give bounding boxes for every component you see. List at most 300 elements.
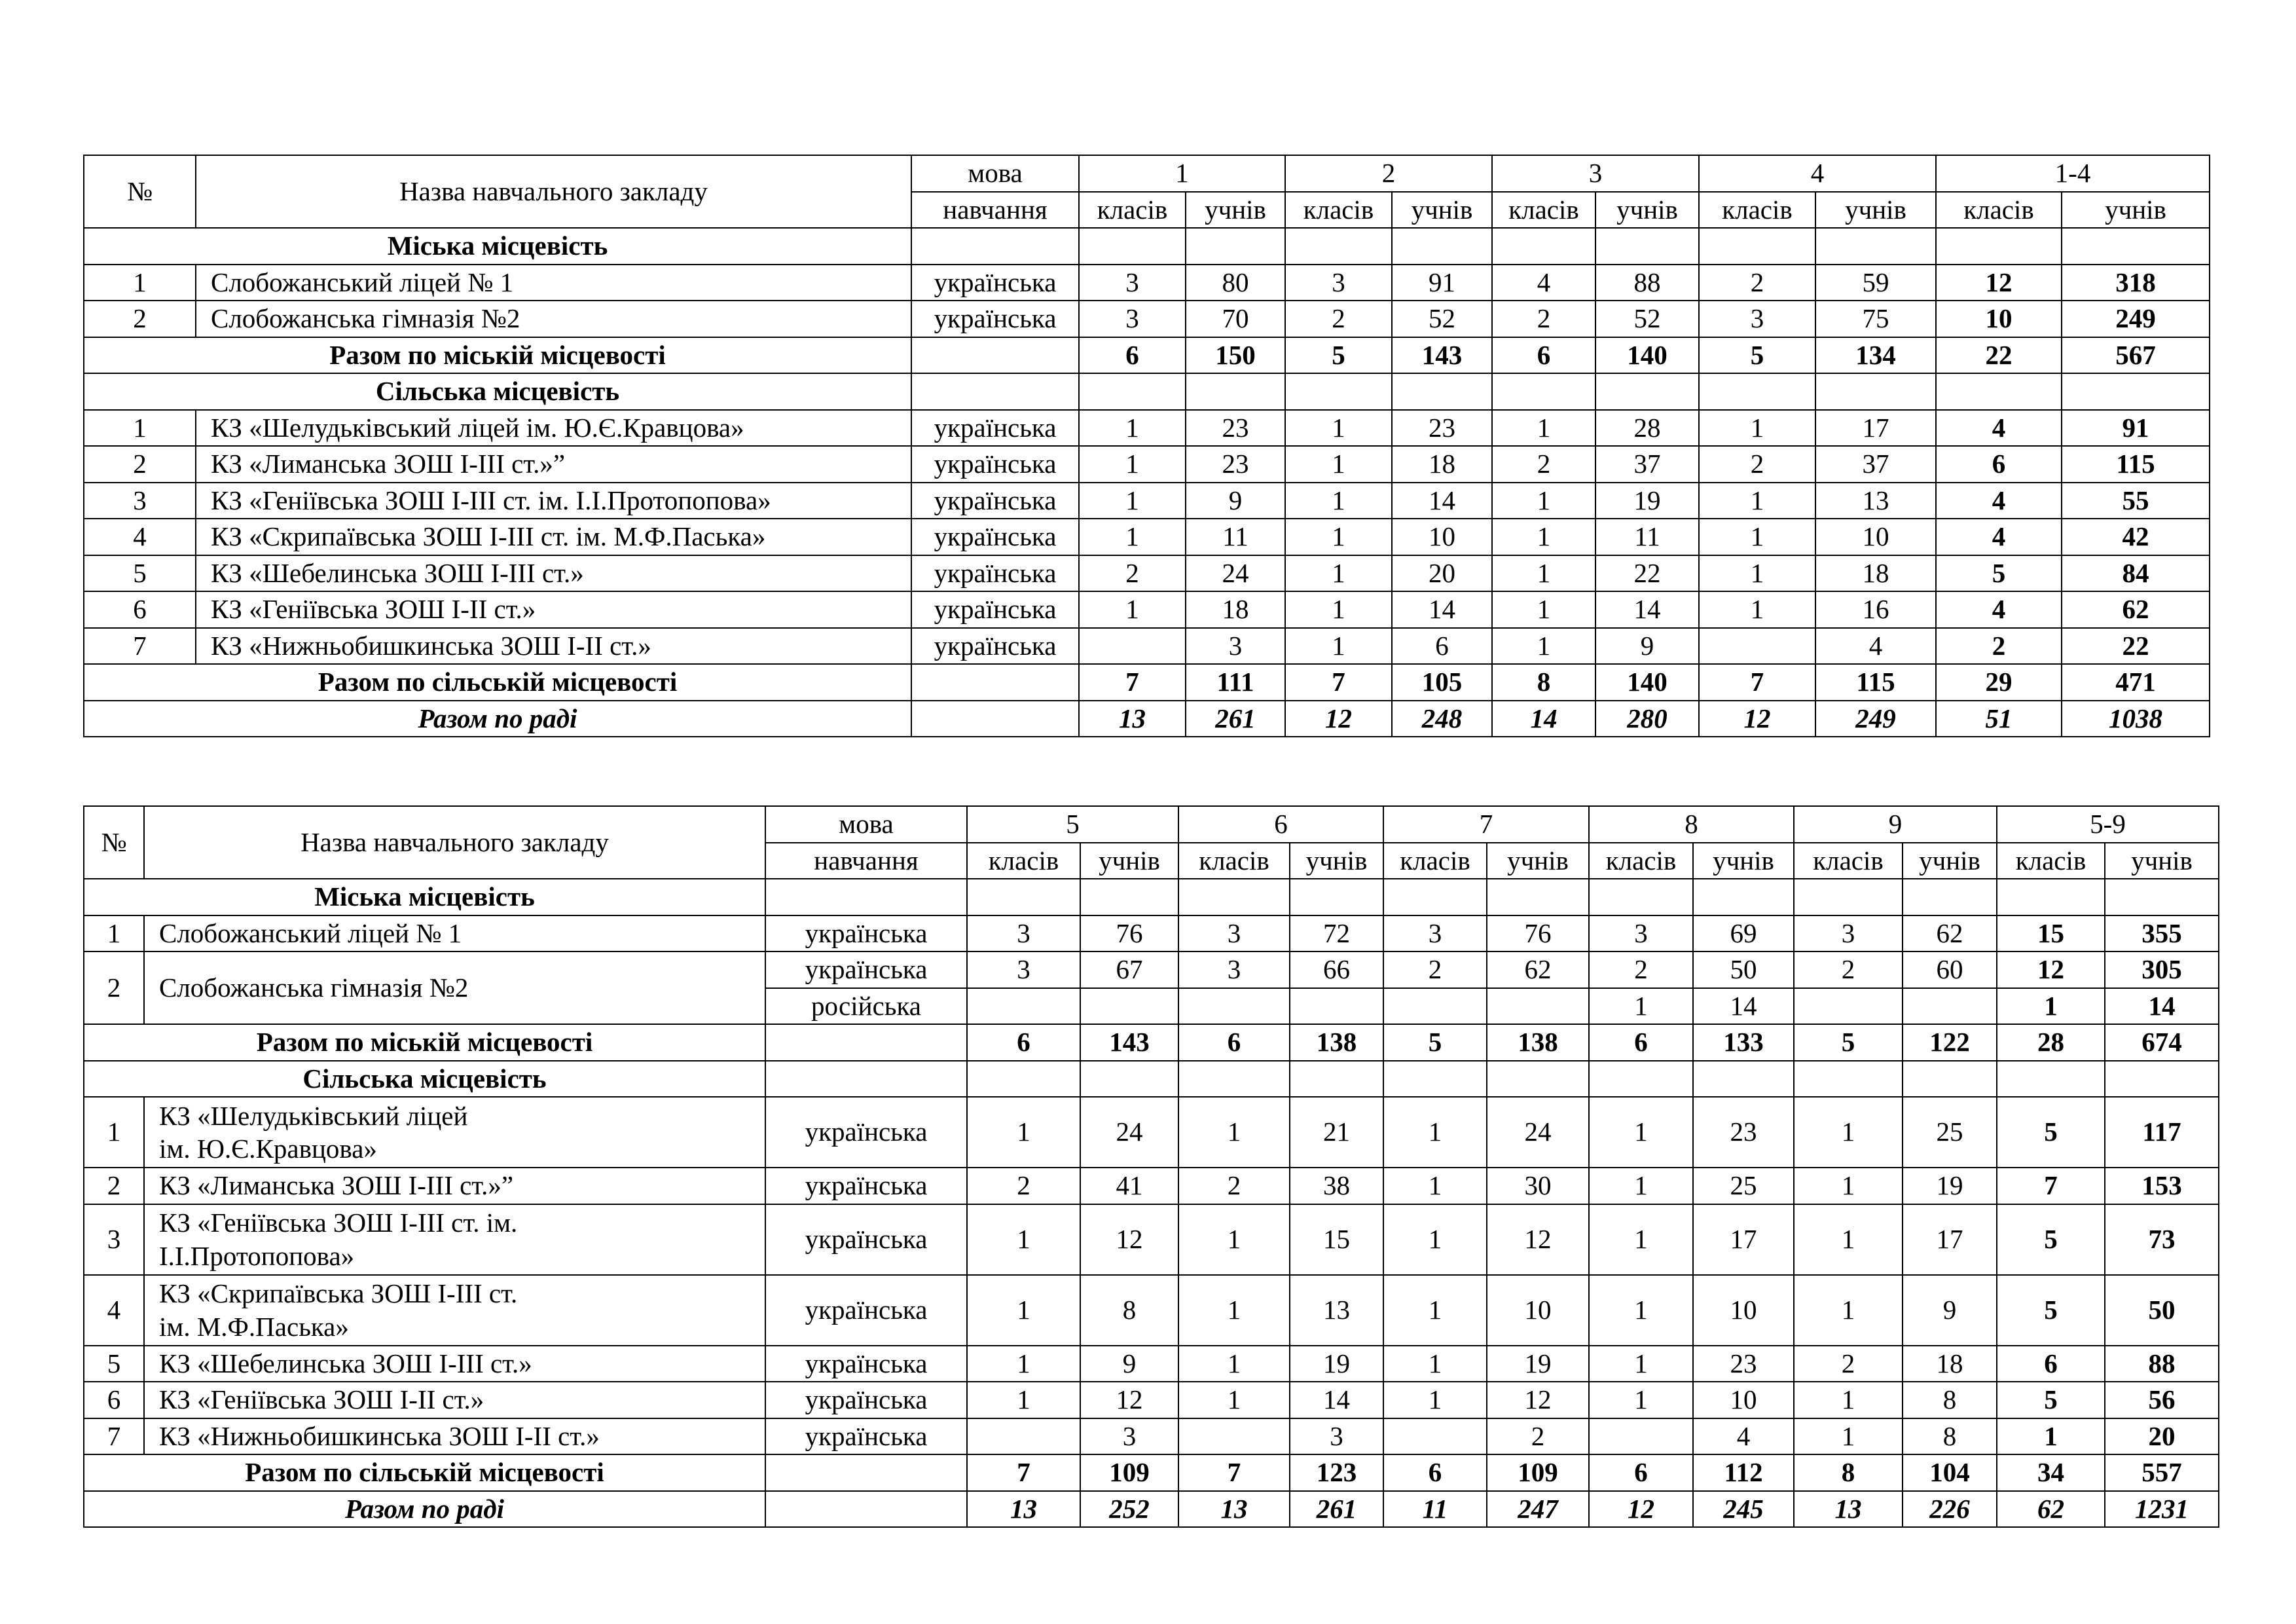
row-number: 2 <box>84 1168 144 1204</box>
subtotal-row <box>84 337 2210 374</box>
table-row <box>84 1097 2219 1168</box>
col-header-total: 5-9 <box>1997 806 2219 843</box>
table-row <box>84 446 2210 483</box>
value-cell: 1 <box>1492 410 1595 447</box>
language: українська <box>911 628 1079 665</box>
col-header-classes: класів <box>1699 192 1815 229</box>
total-cell: 471 <box>2062 664 2210 701</box>
school-name <box>144 1275 765 1346</box>
value-cell: 19 <box>1903 1168 1997 1204</box>
col-header-grade: 6 <box>1178 806 1383 843</box>
row-total-classes: 5 <box>1997 1204 2105 1275</box>
col-header-pupils: учнів <box>1186 192 1285 229</box>
value-cell: 66 <box>1290 951 1383 988</box>
value-cell: 1 <box>1383 1275 1487 1346</box>
value-cell: 52 <box>1595 301 1699 337</box>
value-cell: 1 <box>1383 1168 1487 1204</box>
row-total-classes: 4 <box>1936 483 2062 519</box>
value-cell: 1 <box>1285 591 1392 628</box>
row-number: 2 <box>84 301 196 337</box>
total-cell: 6 <box>1079 337 1186 374</box>
value-cell: 19 <box>1290 1346 1383 1382</box>
total-cell: 5 <box>1699 337 1815 374</box>
value-cell: 10 <box>1392 519 1492 555</box>
col-header-grade: 8 <box>1589 806 1794 843</box>
row-total-classes: 1 <box>1997 1418 2105 1455</box>
row-total-classes: 10 <box>1936 301 2062 337</box>
row-total-pupils: 62 <box>2062 591 2210 628</box>
value-cell: 2 <box>1178 1168 1290 1204</box>
row-number: 1 <box>84 265 196 301</box>
col-header-classes: класів <box>1997 843 2105 879</box>
grand-total-cell: 12 <box>1589 1491 1693 1528</box>
grand-total-cell: 12 <box>1699 701 1815 737</box>
value-cell: 11 <box>1186 519 1285 555</box>
value-cell: 3 <box>1699 301 1815 337</box>
value-cell: 2 <box>1487 1418 1589 1455</box>
value-cell: 76 <box>1487 915 1589 952</box>
grand-total-cell: 14 <box>1492 701 1595 737</box>
value-cell: 1 <box>1794 1382 1903 1418</box>
value-cell: 8 <box>1903 1418 1997 1455</box>
col-header-classes: класів <box>1285 192 1392 229</box>
value-cell: 4 <box>1693 1418 1794 1455</box>
value-cell: 88 <box>1595 265 1699 301</box>
value-cell: 14 <box>1595 591 1699 628</box>
school-name: Слобожанська гімназія №2 <box>144 951 765 1024</box>
table-row <box>84 1168 2219 1204</box>
row-total-pupils: 73 <box>2105 1204 2219 1275</box>
value-cell: 1 <box>1699 519 1815 555</box>
col-header-classes: класів <box>1589 843 1693 879</box>
value-cell: 18 <box>1815 555 1936 592</box>
value-cell: 10 <box>1815 519 1936 555</box>
table-row <box>84 483 2210 519</box>
value-cell: 18 <box>1186 591 1285 628</box>
value-cell: 1 <box>1383 1346 1487 1382</box>
row-total-pupils: 355 <box>2105 915 2219 952</box>
value-cell: 1 <box>967 1204 1080 1275</box>
value-cell: 1 <box>967 1346 1080 1382</box>
value-cell: 1 <box>1178 1204 1290 1275</box>
col-header-pupils: учнів <box>1080 843 1178 879</box>
table-row <box>84 1418 2219 1455</box>
value-cell: 19 <box>1487 1346 1589 1382</box>
col-header-grade: 1 <box>1079 155 1285 192</box>
language: українська <box>765 1346 967 1382</box>
col-header-classes: класів <box>1492 192 1595 229</box>
value-cell: 20 <box>1392 555 1492 592</box>
value-cell: 9 <box>1903 1275 1997 1346</box>
total-cell: 7 <box>1699 664 1815 701</box>
value-cell <box>1794 988 1903 1025</box>
school-name: КЗ «Геніївська ЗОШ І-ІІІ ст. ім. І.І.Протопопова» <box>196 483 911 519</box>
subtotal-label: Разом по сільській місцевості <box>84 1454 765 1491</box>
col-header-classes: класів <box>1383 843 1487 879</box>
value-cell: 3 <box>967 915 1080 952</box>
value-cell: 25 <box>1903 1097 1997 1168</box>
col-header-classes: класів <box>1794 843 1903 879</box>
row-number: 7 <box>84 628 196 665</box>
value-cell: 1 <box>1178 1382 1290 1418</box>
row-number: 6 <box>84 591 196 628</box>
total-cell: 6 <box>1492 337 1595 374</box>
grand-total-cell: 13 <box>1079 701 1186 737</box>
school-name: КЗ «Нижньобишкинська ЗОШ І-ІІ ст.» <box>196 628 911 665</box>
school-name-line: І.І.Протопопова» <box>159 1240 355 1271</box>
value-cell: 3 <box>1186 628 1285 665</box>
value-cell: 91 <box>1392 265 1492 301</box>
value-cell: 23 <box>1693 1097 1794 1168</box>
value-cell: 14 <box>1392 483 1492 519</box>
row-number: 3 <box>84 483 196 519</box>
value-cell: 2 <box>1492 301 1595 337</box>
section-title: Міська місцевість <box>84 228 911 265</box>
value-cell: 6 <box>1392 628 1492 665</box>
row-number: 2 <box>84 951 144 1024</box>
table-row <box>84 591 2210 628</box>
value-cell: 1 <box>967 1275 1080 1346</box>
col-header-lang: навчання <box>765 843 967 879</box>
value-cell: 70 <box>1186 301 1285 337</box>
value-cell: 2 <box>1589 951 1693 988</box>
grand-total-cell: 11 <box>1383 1491 1487 1528</box>
row-total-pupils: 117 <box>2105 1097 2219 1168</box>
grand-total-cell: 280 <box>1595 701 1699 737</box>
total-cell: 109 <box>1487 1454 1589 1491</box>
col-header-grade: 5 <box>967 806 1178 843</box>
total-cell: 5 <box>1794 1024 1903 1061</box>
grand-total-cell: 248 <box>1392 701 1492 737</box>
section-row-urban <box>84 228 2210 265</box>
total-cell: 143 <box>1080 1024 1178 1061</box>
subtotal-label: Разом по сільській місцевості <box>84 664 911 701</box>
school-name-line: КЗ «Геніївська ЗОШ І-ІІІ ст. ім. <box>159 1208 518 1238</box>
row-total-pupils: 55 <box>2062 483 2210 519</box>
value-cell <box>1699 628 1815 665</box>
value-cell <box>1383 1418 1487 1455</box>
value-cell: 1 <box>1589 1168 1693 1204</box>
total-cell: 123 <box>1290 1454 1383 1491</box>
total-cell: 115 <box>1815 664 1936 701</box>
total-cell: 134 <box>1815 337 1936 374</box>
row-total-classes: 5 <box>1997 1097 2105 1168</box>
row-total-classes: 2 <box>1936 628 2062 665</box>
value-cell: 11 <box>1595 519 1699 555</box>
school-name: КЗ «Скрипаївська ЗОШ І-ІІІ ст. ім. М.Ф.Паська» <box>196 519 911 555</box>
value-cell: 2 <box>967 1168 1080 1204</box>
value-cell: 1 <box>1492 519 1595 555</box>
col-header-lang: мова <box>911 155 1079 192</box>
subtotal-row <box>84 1024 2219 1061</box>
value-cell: 37 <box>1815 446 1936 483</box>
row-total-pupils: 20 <box>2105 1418 2219 1455</box>
value-cell: 1 <box>967 1382 1080 1418</box>
grand-total-label: Разом по раді <box>84 1491 765 1528</box>
value-cell: 17 <box>1903 1204 1997 1275</box>
value-cell: 67 <box>1080 951 1178 988</box>
school-name: КЗ «Нижньобишкинська ЗОШ І-ІІ ст.» <box>144 1418 765 1455</box>
value-cell: 22 <box>1595 555 1699 592</box>
row-total-classes: 15 <box>1997 915 2105 952</box>
school-name-line: ім. Ю.Є.Кравцова» <box>159 1134 377 1164</box>
col-header-pupils: учнів <box>1903 843 1997 879</box>
grand-total-cell: 51 <box>1936 701 2062 737</box>
col-header-total: 1-4 <box>1936 155 2210 192</box>
value-cell: 1 <box>1079 483 1186 519</box>
school-name <box>144 1097 765 1168</box>
grand-total-row <box>84 1491 2219 1528</box>
total-cell: 109 <box>1080 1454 1178 1491</box>
table-row <box>84 519 2210 555</box>
col-header-grade: 9 <box>1794 806 1997 843</box>
value-cell <box>1079 628 1186 665</box>
row-total-classes: 5 <box>1997 1382 2105 1418</box>
value-cell: 30 <box>1487 1168 1589 1204</box>
language: українська <box>765 1168 967 1204</box>
row-number: 5 <box>84 555 196 592</box>
value-cell: 23 <box>1693 1346 1794 1382</box>
grand-total-cell: 261 <box>1290 1491 1383 1528</box>
grand-total-cell: 247 <box>1487 1491 1589 1528</box>
value-cell: 75 <box>1815 301 1936 337</box>
subtotal-row <box>84 664 2210 701</box>
row-number: 4 <box>84 1275 144 1346</box>
school-name: Слобожанський ліцей № 1 <box>196 265 911 301</box>
row-total-pupils: 84 <box>2062 555 2210 592</box>
language: українська <box>765 915 967 952</box>
col-header-grade: 7 <box>1383 806 1589 843</box>
total-cell: 6 <box>1589 1024 1693 1061</box>
total-cell: 112 <box>1693 1454 1794 1491</box>
value-cell: 3 <box>1080 1418 1178 1455</box>
value-cell: 25 <box>1693 1168 1794 1204</box>
language: українська <box>765 1382 967 1418</box>
value-cell: 14 <box>1392 591 1492 628</box>
row-total-classes: 4 <box>1936 519 2062 555</box>
row-total-pupils: 50 <box>2105 1275 2219 1346</box>
value-cell: 10 <box>1487 1275 1589 1346</box>
col-header-name: Назва навчального закладу <box>144 806 765 879</box>
table-row <box>84 915 2219 952</box>
total-cell: 5 <box>1383 1024 1487 1061</box>
grand-total-cell: 226 <box>1903 1491 1997 1528</box>
value-cell: 8 <box>1903 1382 1997 1418</box>
value-cell: 1 <box>1285 410 1392 447</box>
row-number: 4 <box>84 519 196 555</box>
col-header-name: Назва навчального закладу <box>196 155 911 228</box>
language: українська <box>911 410 1079 447</box>
value-cell: 80 <box>1186 265 1285 301</box>
value-cell: 1 <box>1492 483 1595 519</box>
value-cell: 1 <box>967 1097 1080 1168</box>
value-cell: 1 <box>1285 628 1392 665</box>
value-cell: 1 <box>1794 1097 1903 1168</box>
col-header-no: № <box>84 155 196 228</box>
total-cell: 674 <box>2105 1024 2219 1061</box>
row-total-pupils: 88 <box>2105 1346 2219 1382</box>
row-total-pupils: 305 <box>2105 951 2219 988</box>
value-cell: 2 <box>1285 301 1392 337</box>
row-total-classes: 12 <box>1997 951 2105 988</box>
total-cell: 7 <box>1079 664 1186 701</box>
table-row <box>84 1382 2219 1418</box>
school-name: КЗ «Лиманська ЗОШ І-ІІІ ст.»” <box>144 1168 765 1204</box>
value-cell: 18 <box>1392 446 1492 483</box>
section-row-rural <box>84 1061 2219 1098</box>
total-cell: 133 <box>1693 1024 1794 1061</box>
value-cell: 1 <box>1079 519 1186 555</box>
row-total-pupils: 42 <box>2062 519 2210 555</box>
row-number: 1 <box>84 915 144 952</box>
total-cell: 7 <box>967 1454 1080 1491</box>
value-cell: 1 <box>1178 1275 1290 1346</box>
total-cell: 8 <box>1794 1454 1903 1491</box>
value-cell: 1 <box>1794 1168 1903 1204</box>
value-cell: 1 <box>1285 483 1392 519</box>
grand-total-cell: 245 <box>1693 1491 1794 1528</box>
header-row <box>84 155 2210 192</box>
row-total-pupils: 22 <box>2062 628 2210 665</box>
value-cell: 1 <box>1079 410 1186 447</box>
row-total-classes: 5 <box>1997 1275 2105 1346</box>
row-total-classes: 12 <box>1936 265 2062 301</box>
value-cell: 1 <box>1699 555 1815 592</box>
language: українська <box>911 591 1079 628</box>
value-cell: 1 <box>1794 1204 1903 1275</box>
language: українська <box>911 301 1079 337</box>
value-cell <box>1383 988 1487 1025</box>
language: українська <box>765 951 967 988</box>
row-total-pupils: 115 <box>2062 446 2210 483</box>
school-name: КЗ «Лиманська ЗОШ І-ІІІ ст.»” <box>196 446 911 483</box>
value-cell: 24 <box>1080 1097 1178 1168</box>
value-cell <box>967 988 1080 1025</box>
total-cell: 7 <box>1178 1454 1290 1491</box>
value-cell: 1 <box>1699 410 1815 447</box>
col-header-pupils: учнів <box>2062 192 2210 229</box>
value-cell: 3 <box>967 951 1080 988</box>
total-cell: 143 <box>1392 337 1492 374</box>
total-cell: 138 <box>1487 1024 1589 1061</box>
grand-total-cell: 1038 <box>2062 701 2210 737</box>
enrollment-table-grades-5-9 <box>83 805 2219 1528</box>
value-cell: 72 <box>1290 915 1383 952</box>
school-name-line: ім. М.Ф.Паська» <box>159 1311 349 1342</box>
value-cell: 52 <box>1392 301 1492 337</box>
value-cell: 1 <box>1079 591 1186 628</box>
value-cell: 1 <box>1492 555 1595 592</box>
value-cell: 12 <box>1487 1382 1589 1418</box>
value-cell: 2 <box>1079 555 1186 592</box>
value-cell: 3 <box>1290 1418 1383 1455</box>
row-total-classes: 6 <box>1936 446 2062 483</box>
grand-total-cell: 13 <box>967 1491 1080 1528</box>
total-cell: 140 <box>1595 664 1699 701</box>
value-cell: 1 <box>1794 1275 1903 1346</box>
table-row <box>84 1275 2219 1346</box>
col-header-classes: класів <box>967 843 1080 879</box>
total-cell: 111 <box>1186 664 1285 701</box>
value-cell: 38 <box>1290 1168 1383 1204</box>
table-row <box>84 628 2210 665</box>
value-cell: 1 <box>1492 591 1595 628</box>
total-cell: 140 <box>1595 337 1699 374</box>
grand-total-cell: 13 <box>1178 1491 1290 1528</box>
value-cell: 10 <box>1693 1382 1794 1418</box>
value-cell: 19 <box>1595 483 1699 519</box>
value-cell: 1 <box>1589 1204 1693 1275</box>
language: українська <box>911 519 1079 555</box>
col-header-lang: навчання <box>911 192 1079 229</box>
value-cell: 3 <box>1079 265 1186 301</box>
col-header-grade: 3 <box>1492 155 1699 192</box>
total-cell: 34 <box>1997 1454 2105 1491</box>
value-cell: 2 <box>1699 265 1815 301</box>
total-cell: 557 <box>2105 1454 2219 1491</box>
language: російська <box>765 988 967 1025</box>
row-total-pupils: 14 <box>2105 988 2219 1025</box>
row-total-classes: 6 <box>1997 1346 2105 1382</box>
language: українська <box>911 265 1079 301</box>
row-number: 1 <box>84 410 196 447</box>
value-cell: 2 <box>1794 1346 1903 1382</box>
row-total-classes: 4 <box>1936 591 2062 628</box>
school-name <box>144 1204 765 1275</box>
language: українська <box>765 1275 967 1346</box>
col-header-pupils: учнів <box>1290 843 1383 879</box>
value-cell: 62 <box>1903 915 1997 952</box>
school-name: КЗ «Шебелинська ЗОШ І-ІІІ ст.» <box>144 1346 765 1382</box>
value-cell: 28 <box>1595 410 1699 447</box>
table-row <box>84 555 2210 592</box>
value-cell: 8 <box>1080 1275 1178 1346</box>
section-title: Міська місцевість <box>84 879 765 915</box>
row-number: 5 <box>84 1346 144 1382</box>
value-cell: 23 <box>1186 410 1285 447</box>
row-total-pupils: 56 <box>2105 1382 2219 1418</box>
value-cell: 12 <box>1487 1204 1589 1275</box>
enrollment-table-grades-1-4 <box>83 155 2210 737</box>
subtotal-row <box>84 1454 2219 1491</box>
table-row <box>84 301 2210 337</box>
language: українська <box>765 1204 967 1275</box>
value-cell: 17 <box>1693 1204 1794 1275</box>
value-cell: 2 <box>1492 446 1595 483</box>
total-cell: 105 <box>1392 664 1492 701</box>
grand-total-cell: 252 <box>1080 1491 1178 1528</box>
col-header-grade: 4 <box>1699 155 1936 192</box>
school-name: Слобожанський ліцей № 1 <box>144 915 765 952</box>
table-row <box>84 1346 2219 1382</box>
header-row <box>84 806 2219 843</box>
table-row <box>84 265 2210 301</box>
value-cell: 23 <box>1392 410 1492 447</box>
row-number: 2 <box>84 446 196 483</box>
value-cell: 14 <box>1290 1382 1383 1418</box>
value-cell: 21 <box>1290 1097 1383 1168</box>
school-name: КЗ «Шелудьківський ліцей ім. Ю.Є.Кравцова» <box>196 410 911 447</box>
total-cell: 150 <box>1186 337 1285 374</box>
grand-total-cell: 1231 <box>2105 1491 2219 1528</box>
col-header-pupils: учнів <box>1693 843 1794 879</box>
value-cell: 9 <box>1595 628 1699 665</box>
value-cell: 18 <box>1903 1346 1997 1382</box>
value-cell: 16 <box>1815 591 1936 628</box>
grand-total-label: Разом по раді <box>84 701 911 737</box>
subtotal-label: Разом по міській місцевості <box>84 337 911 374</box>
value-cell: 1 <box>1285 519 1392 555</box>
